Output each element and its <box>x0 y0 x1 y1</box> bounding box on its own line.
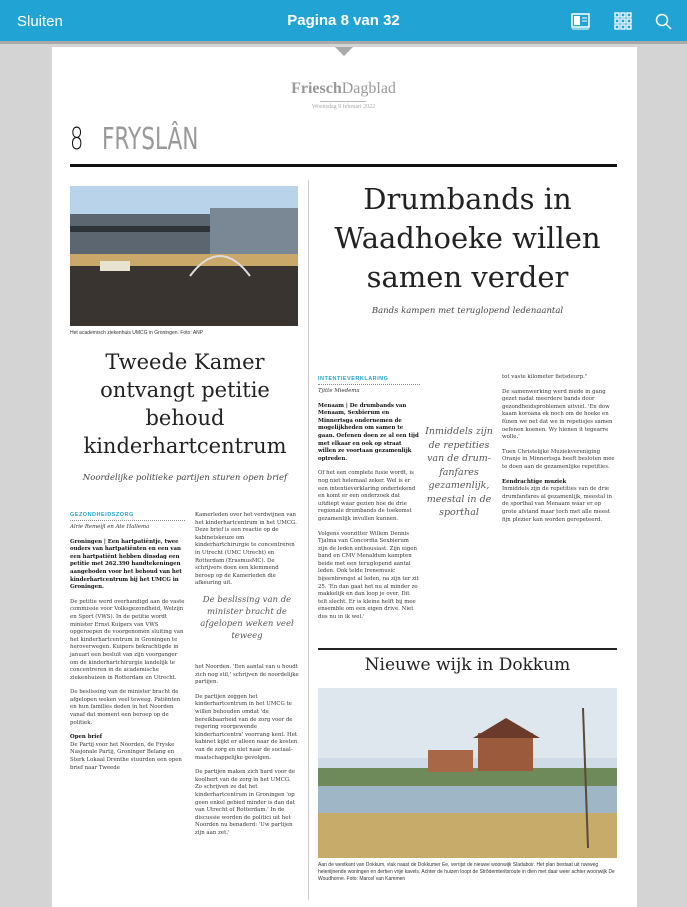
article-divider <box>318 648 617 650</box>
dokkum-photo[interactable] <box>318 688 617 858</box>
article-subheadline: Bands kampen met teruglopend ledenaantal <box>371 306 564 316</box>
pull-quote: Inmiddels zijn de repetities van de drum-fanfares gezamenlijk, meestal in de sporthal <box>425 426 493 518</box>
photo-caption: Aan de westkant van Dokkum, vlak naast de Dokkumer Ee, verrijst de nieuwe woonwijk Sladaboir. Het plan bestaat uit ruwweg heleriijnende woningen en dertien vrije kavels. Achter de huizen loopt de Strôdemteritsroute in dien met daar weer achter woonwijk De Woudhorne. Foto: Marcel van Kammen <box>318 862 615 882</box>
article-body-col3: tot vaste kilometer fietsdeurp." De samenwerking werd mede in gang gezet nadat meerdere bands door gezondheidsproblemen uitviel. 'En dow kaam koroana ek noch om de hoeke en fûnen we net dat we in repetisjes samen oefenen koenen. Wy hienen it tegearre wolle.' Tuen Christelijke Muziekvereniging Oranje in Minnertsga heeft besloten mee te doen aan de gezamenlijke repetities. Eendrachtige muziek Inmiddels zijn de repetities van de drie drumfanfares al gezamenlijk, meestal in de sporthal van Menaam waar er op grote afstand maar toch met alle meest fijn plezier kan worden gerepeteerd. <box>502 374 615 523</box>
photo-caption: Het academisch ziekenhuis UMCG in Groningen. Foto: ANP <box>70 330 204 336</box>
grid-icon[interactable] <box>613 12 633 30</box>
article-subheadline: Noordelijke politieke partijen sturen open brief <box>82 473 288 483</box>
section-rule <box>70 164 617 167</box>
newspaper-logo: FrieschDagblad <box>291 80 396 97</box>
column-divider <box>308 180 309 900</box>
single-page-icon[interactable] <box>571 12 591 30</box>
logo-divider <box>320 101 366 102</box>
search-icon[interactable] <box>654 12 674 30</box>
article-kicker: INTENTIEVERKLARING <box>318 376 420 385</box>
article-body-col1: Alrie Remeijl en Ate Hallema Groningen | Een hartpatiëntje, twee ouders van hartpatiënten en een van een hartpatiënt hebben dinsdag een petitie met 262.390 handtekeningen aangeboden voor het behoud van het kinderhartcentrum bij het UMCG in Groningen. De petitie werd overhandigd aan de vaste commissie voor Volksgezondheid, Welzijn en Sport (VWS). In de petitie wordt minister Ernst Kuipers van VWS opgeroepen de voorgenomen sluiting van het kinderhartcentrum in Groningen te heroverwegen. Kuipers bekrachtigde in januari een besluit van zijn voorganger om de kinderhartchirurgie landelijk te concentreren in de academische ziekenhuizen in Rotterdam en Utrecht. De beslissing van de minister bracht de afgelopen weken veel teweeg. Patiënten en hun families deden in het Noorden vanaf dat moment een beroep op de politiek. Open brief De Partij voor het Noorden, de Fryske Nasjonale Partij, Groninger Belang en Sterk Lokaal Drenthe stuurden een open brief naar Tweede <box>70 524 185 771</box>
page-pointer-icon <box>335 47 353 56</box>
article-body-col1: Tjitte Miedema Menaam | De drumbands van Menaam, Sexbierum en Minnertsga ondernemen de mogelijkheden om samen te gaan. Oefenen doen ze al een tijd met elkaar en ook op straat willen ze voortaan gezamenlijk optreden. Of het een complete fusie wordt, is nog niet helemaal zeker. Wel is er een intentieverklaring ondertekend en komt er een onderzoek dat uitdiept waar gezien hoe de drie regionale drumbands de toekomst gezamenlijk invullen kunnen. Volgens voorzitter Willem Dennis Tjalma van Concordia Sexbierum zijn de leden enthousiast. Zijn eigen band en CMV Menaldum kampten beide met een teruglopend aantal leden. Ook telde Irenemusic bijeenbrengst al leden, na zijn ter zit 25. 'En dan gaat het nu al minder zo makkelijk en dan loop je over. Dit telt slecht. Er is kleine helft bij mee ensemble om een eigen drive. Niet dus nu in ik wel.' <box>318 388 419 621</box>
article-headline[interactable]: Nieuwe wijk in Dokkum <box>364 655 571 675</box>
page-indicator: Pagina 8 van 32 <box>287 12 400 29</box>
top-bar <box>0 0 687 44</box>
umcg-photo[interactable] <box>70 186 298 326</box>
section-name: FRYSLÂN <box>102 122 199 157</box>
pull-quote: De beslissing van de minister bracht de afgelopen weken veel teweeg <box>200 595 294 641</box>
page-number: 8 <box>70 122 84 157</box>
issue-date: Woensdag 9 februari 2022 <box>311 104 376 110</box>
article-kicker: GEZONDHEIDSZORG <box>70 512 185 521</box>
article-headline[interactable]: Drumbands in Waadhoeke willen samen verder <box>334 182 601 294</box>
article-body-col2: Kamerleden over het verdwijnen van het kinderhartcentrum in het UMCG. Deze brief is een reactie op de kabinetskeuze om kinderhartchirurgie te concentreren in Utrecht (UMC Utrecht) en Rotterdam (ErasmusMC). De schrijvers doen een klemmend beroep op de Kamerleden die afkeuring uit. <box>195 512 297 587</box>
article-headline[interactable]: Tweede Kamer ontvangt petitie behoud kinderhartcentrum <box>83 350 287 458</box>
article-body-col2b: het Noorden. 'Een aantal van u houdt zich nog stil,' schrijven de noordelijke partijen. De partijen zeggen het kinderhartcentrum in het UMCG te willen behouden omdat 'de bereikbaarheid van de zorg voor de regering voorgewende kinderhartcentra' voorrang kent. Het kabinet kijkt er alleen naar de kosten van de zorg en niet naar de sociaal-maatschappelijke gevolgen. De partijen maken zich hard voor de koolhert van de zorg in het UMCG. Zo schrijven ze dat het kinderhartcentrum in Groningen 'op geen enkel gebied minder is dan dat van Utrecht of Rotterdam.' In de discussie worden de politici uit het Noorden nu benaderd: 'Uw partijen zijn aan zet.' <box>195 664 299 836</box>
close-button[interactable]: Sluiten <box>17 13 63 30</box>
